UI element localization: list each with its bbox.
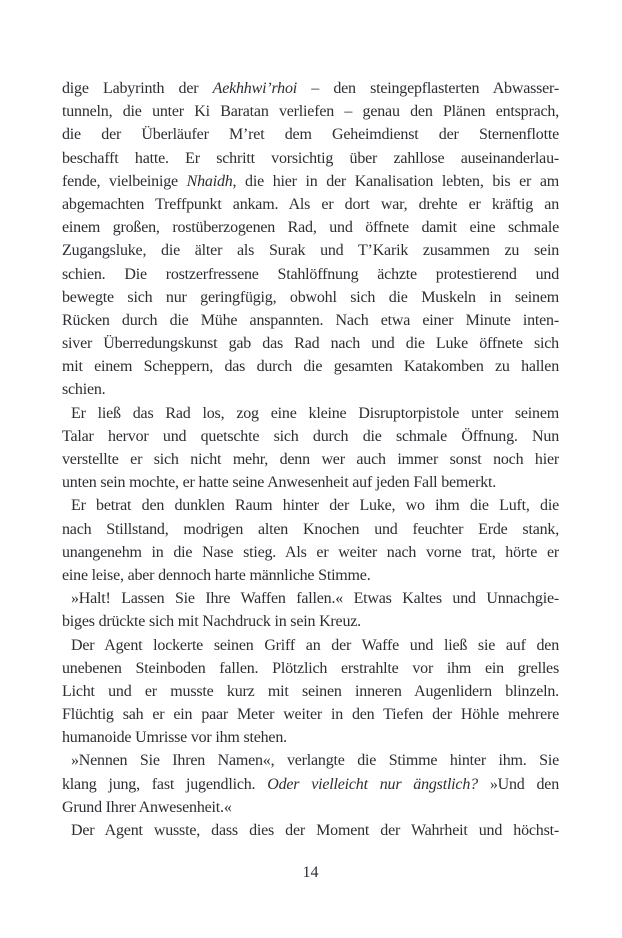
text-line: tunneln, die unter Ki Baratan verliefen – genau den Plänen entsprach, (62, 103, 559, 121)
text-line: Der Agent wusste, dass dies der Moment der Wahrheit und höchst- (71, 822, 559, 839)
italic-text: Aekhhwi’rhoi (212, 80, 298, 97)
text-line: Licht und er musste kurz mit seinen inneren Augenlidern blinzeln. (62, 682, 559, 700)
text-line: Er betrat den dunklen Raum hinter der Luke, wo ihm die Luft, die (71, 497, 559, 515)
text-line: schien. (62, 381, 106, 399)
paragraph (62, 77, 559, 402)
italic-text: Nhaidh (186, 172, 233, 190)
text-line: unten sein mochte, er hatte seine Anwesenheit auf jeden Fall bemerkt. (62, 474, 497, 492)
text-line: Flüchtig sah er ein paar Meter weiter in den Tiefen der Höhle mehrere (62, 706, 559, 724)
text-line: Talar hervor und quetschte sich durch die schmale Öffnung. Nun (62, 427, 559, 445)
text-line: fende, vielbeinige Nhaidh, die hier in der Kanalisation lebten, bis er am (62, 172, 559, 190)
italic-text: Oder vielleicht nur ängstlich? (267, 775, 478, 793)
text-line: dige Labyrinth der Aekhhwi’rhoi – den steingepflasterten Abwasser- (62, 80, 559, 97)
text-line: nach Stillstand, modrigen alten Knochen und feuchter Erde stank, (62, 520, 559, 538)
text-line: einem großen, rostüberzogenen Rad, und öffnete damit eine schmale (62, 219, 559, 237)
text-line: schien. Die rostzerfressene Stahlöffnung ächzte protestierend und (62, 265, 559, 283)
text-line: siver Überredungskunst gab das Rad nach und die Luke öffnete sich (62, 335, 559, 353)
text-line: mit einem Scheppern, das durch die gesamten Katakomben zu hallen (62, 358, 559, 376)
paragraph (62, 634, 559, 750)
text-line: »Halt! Lassen Sie Ihre Waffen fallen.« Etwas Kaltes und Unnachgie- (71, 590, 559, 608)
text-line: eine leise, aber dennoch harte männliche Stimme. (62, 566, 371, 584)
text-line: Der Agent lockerte seinen Griff an der Waffe und ließ sie auf den (71, 636, 559, 654)
paragraph (62, 494, 559, 587)
text-line: die der Überläufer M’ret dem Geheimdienst der Sternenflotte (62, 126, 559, 144)
body-text-block (62, 77, 559, 842)
paragraph (62, 587, 559, 633)
text-line: klang jung, fast jugendlich. Oder vielleicht nur ängstlich? »Und den (62, 775, 559, 793)
paragraph (62, 402, 559, 495)
text-line: Zugangsluke, die älter als Surak und T’Karik zusammen zu sein (62, 242, 559, 260)
text-line: Rücken durch die Mühe anspannten. Nach etwa einer Minute inten- (62, 311, 559, 329)
text-line: unangenehm in die Nase stieg. Als er weiter nach vorne trat, hörte er (62, 543, 559, 561)
text-line: »Nennen Sie Ihren Namen«, verlangte die Stimme hinter ihm. Sie (71, 752, 559, 770)
text-line: humanoide Umrisse vor ihm stehen. (62, 729, 287, 747)
text-line: verstellte er sich nicht mehr, denn wer auch immer sonst noch hier (62, 451, 559, 468)
text-line: abgemachten Treffpunkt ankam. Als er dort war, drehte er kräftig an (62, 195, 559, 213)
paragraph (62, 749, 559, 819)
text-line: Grund Ihrer Anwesenheit.« (62, 798, 232, 816)
text-line: unebenen Steinboden fallen. Plötzlich erstrahlte vor ihm ein grelles (62, 659, 559, 677)
text-line: biges drückte sich mit Nachdruck in sein Kreuz. (62, 613, 361, 631)
text-line: Er ließ das Rad los, zog eine kleine Disruptorpistole unter seinem (71, 404, 559, 422)
page-number: 14 (302, 864, 319, 881)
paragraph (62, 819, 559, 842)
text-line: beschafft hatte. Er schritt vorsichtig über zahllose auseinanderlau- (62, 149, 559, 167)
text-line: bewegte sich nur geringfügig, obwohl sich die Muskeln in seinem (62, 288, 559, 306)
